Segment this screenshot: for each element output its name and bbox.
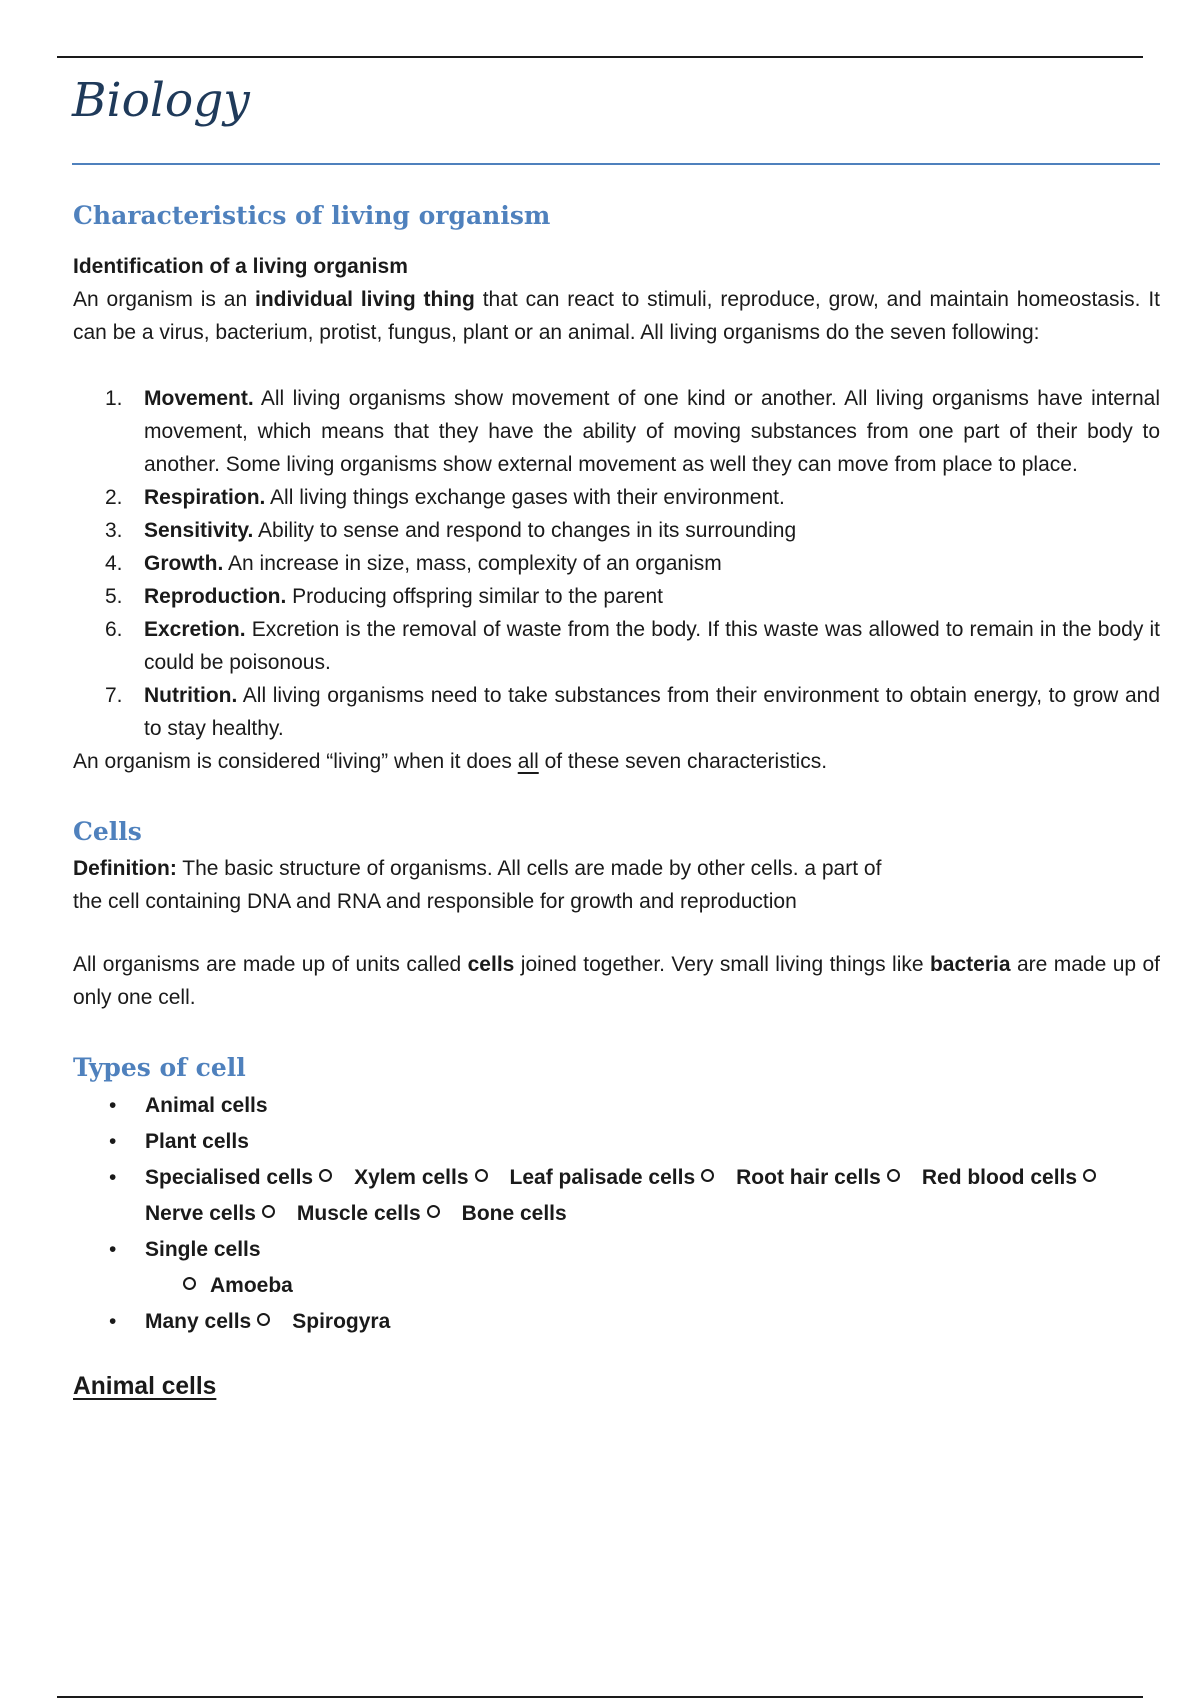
sub-item-label: Bone cells bbox=[461, 1202, 567, 1225]
cells-bold-1: cells bbox=[467, 953, 515, 976]
cells-text-2: joined together. Very small living things like bbox=[514, 953, 930, 976]
characteristics-list bbox=[73, 382, 1160, 745]
bullet-icon: • bbox=[109, 1238, 117, 1261]
list-item bbox=[73, 481, 1160, 514]
title-underline bbox=[72, 163, 1160, 165]
item-text: All living organisms need to take substances from their environment to obtain energy, to grow and to stay healthy. bbox=[144, 684, 1160, 740]
sub-item-label: Nerve cells bbox=[145, 1202, 256, 1225]
list-item bbox=[73, 547, 1160, 580]
cells-paragraph bbox=[73, 948, 1160, 1014]
item-number: 7. bbox=[105, 684, 123, 707]
subheading-identification: Identification of a living organism bbox=[73, 255, 408, 278]
list-item bbox=[73, 1088, 1160, 1124]
item-text: Producing offspring similar to the parent bbox=[286, 585, 663, 608]
list-item bbox=[73, 1232, 1160, 1304]
circle-bullet-icon bbox=[262, 1205, 275, 1218]
type-plant: Plant cells bbox=[145, 1130, 249, 1153]
types-list bbox=[73, 1088, 1160, 1340]
sub-item bbox=[292, 1304, 390, 1340]
sub-item-label: Muscle cells bbox=[296, 1202, 421, 1225]
item-term: Respiration. bbox=[144, 486, 266, 509]
list-item bbox=[73, 679, 1160, 745]
type-animal: Animal cells bbox=[145, 1094, 268, 1117]
definition-line-2: the cell containing DNA and RNA and responsible for growth and reproduction bbox=[73, 890, 797, 913]
bullet-icon: • bbox=[109, 1166, 117, 1189]
type-label: Many cells bbox=[145, 1310, 252, 1333]
list-item bbox=[73, 1124, 1160, 1160]
closing-text-1: An organism is considered “living” when it does bbox=[73, 750, 518, 773]
top-rule bbox=[57, 56, 1143, 58]
document-title: Biology bbox=[72, 73, 250, 128]
heading-animal-cells: Animal cells bbox=[73, 1373, 217, 1400]
sub-item bbox=[462, 1196, 567, 1232]
list-item bbox=[73, 580, 1160, 613]
sub-item-label: Red blood cells bbox=[921, 1166, 1078, 1189]
intro-bold: individual living thing bbox=[254, 288, 475, 311]
sub-item bbox=[354, 1160, 499, 1196]
item-text: Ability to sense and respond to changes in its surrounding bbox=[253, 519, 797, 542]
bottom-rule bbox=[57, 1696, 1143, 1698]
cells-text-3: are made up of only one cell. bbox=[73, 953, 1160, 1009]
item-text: Excretion is the removal of waste from the body. If this waste was allowed to remain in the body it could be poisonous. bbox=[144, 618, 1160, 674]
intro-text-2: that can react to stimuli, reproduce, grow, and maintain homeostasis. It can be a virus, bacterium, protist, fungus, plant or an animal. All living organisms do the seven following: bbox=[73, 288, 1161, 344]
circle-bullet-icon bbox=[475, 1169, 488, 1182]
item-term: Nutrition. bbox=[144, 684, 238, 707]
cells-bold-2: bacteria bbox=[929, 953, 1011, 976]
bullet-icon: • bbox=[109, 1310, 117, 1333]
type-single: Single cells bbox=[145, 1238, 261, 1261]
item-term: Reproduction. bbox=[144, 585, 287, 608]
list-item bbox=[73, 514, 1160, 547]
heading-types-of-cell: Types of cell bbox=[73, 1053, 246, 1082]
type-many bbox=[145, 1304, 282, 1340]
sub-item bbox=[922, 1160, 1096, 1196]
type-label: Specialised cells bbox=[145, 1166, 314, 1189]
intro-text-1: An organism is an bbox=[73, 288, 255, 311]
item-number: 1. bbox=[105, 387, 123, 410]
circle-bullet-icon bbox=[701, 1169, 714, 1182]
item-number: 2. bbox=[105, 486, 123, 509]
item-term: Growth. bbox=[144, 552, 224, 575]
intro-paragraph bbox=[73, 283, 1160, 349]
list-item bbox=[73, 1304, 1160, 1340]
cells-text-1: All organisms are made up of units called bbox=[73, 953, 468, 976]
circle-bullet-icon bbox=[427, 1205, 440, 1218]
circle-bullet-icon bbox=[257, 1313, 270, 1326]
sub-item-label: Spirogyra bbox=[292, 1310, 391, 1333]
document-body bbox=[73, 196, 1160, 1403]
sub-item-label: Amoeba bbox=[210, 1274, 293, 1297]
list-item bbox=[73, 1160, 1160, 1232]
circle-bullet-icon bbox=[887, 1169, 900, 1182]
closing-underlined: all bbox=[517, 750, 539, 773]
closing-text-2: of these seven characteristics. bbox=[538, 750, 828, 773]
item-term: Movement. bbox=[144, 387, 254, 410]
sub-item-label: Root hair cells bbox=[736, 1166, 881, 1189]
sub-item bbox=[145, 1196, 287, 1232]
list-item bbox=[73, 382, 1160, 481]
sub-item-label: Xylem cells bbox=[354, 1166, 469, 1189]
sub-item bbox=[145, 1274, 293, 1297]
item-term: Excretion. bbox=[144, 618, 246, 641]
spacer bbox=[73, 349, 1160, 382]
heading-cells: Cells bbox=[73, 817, 142, 846]
item-text: All living things exchange gases with their environment. bbox=[265, 486, 785, 509]
item-number: 5. bbox=[105, 585, 123, 608]
spacer bbox=[73, 918, 1160, 948]
sub-item-label: Leaf palisade cells bbox=[509, 1166, 696, 1189]
spacer bbox=[73, 1340, 1160, 1370]
circle-bullet-icon bbox=[1083, 1169, 1096, 1182]
circle-bullet-icon bbox=[319, 1169, 332, 1182]
sub-item bbox=[297, 1196, 452, 1232]
type-specialised bbox=[145, 1160, 344, 1196]
list-item bbox=[73, 613, 1160, 679]
circle-bullet-icon bbox=[183, 1277, 196, 1290]
definition-line-1 bbox=[73, 852, 1160, 885]
bullet-icon: • bbox=[109, 1094, 117, 1117]
item-number: 4. bbox=[105, 552, 123, 575]
closing-paragraph bbox=[73, 745, 1160, 778]
bullet-icon: • bbox=[109, 1130, 117, 1153]
definition-text: The basic structure of organisms. All cells are made by other cells. a part of bbox=[176, 857, 882, 880]
heading-characteristics: Characteristics of living organism bbox=[73, 201, 551, 230]
sub-item bbox=[736, 1160, 912, 1196]
item-text: An increase in size, mass, complexity of an organism bbox=[223, 552, 722, 575]
spacer bbox=[73, 778, 1160, 812]
item-term: Sensitivity. bbox=[144, 519, 254, 542]
definition-label: Definition: bbox=[73, 857, 177, 880]
spacer bbox=[73, 1014, 1160, 1048]
item-number: 3. bbox=[105, 519, 123, 542]
item-number: 6. bbox=[105, 618, 123, 641]
item-text: All living organisms show movement of one kind or another. All living organisms have internal movement, which means that they have the ability of moving substances from one part of their body to another. Some living organisms show external movement as well they can move from place to place. bbox=[144, 387, 1160, 476]
sub-item bbox=[510, 1160, 727, 1196]
